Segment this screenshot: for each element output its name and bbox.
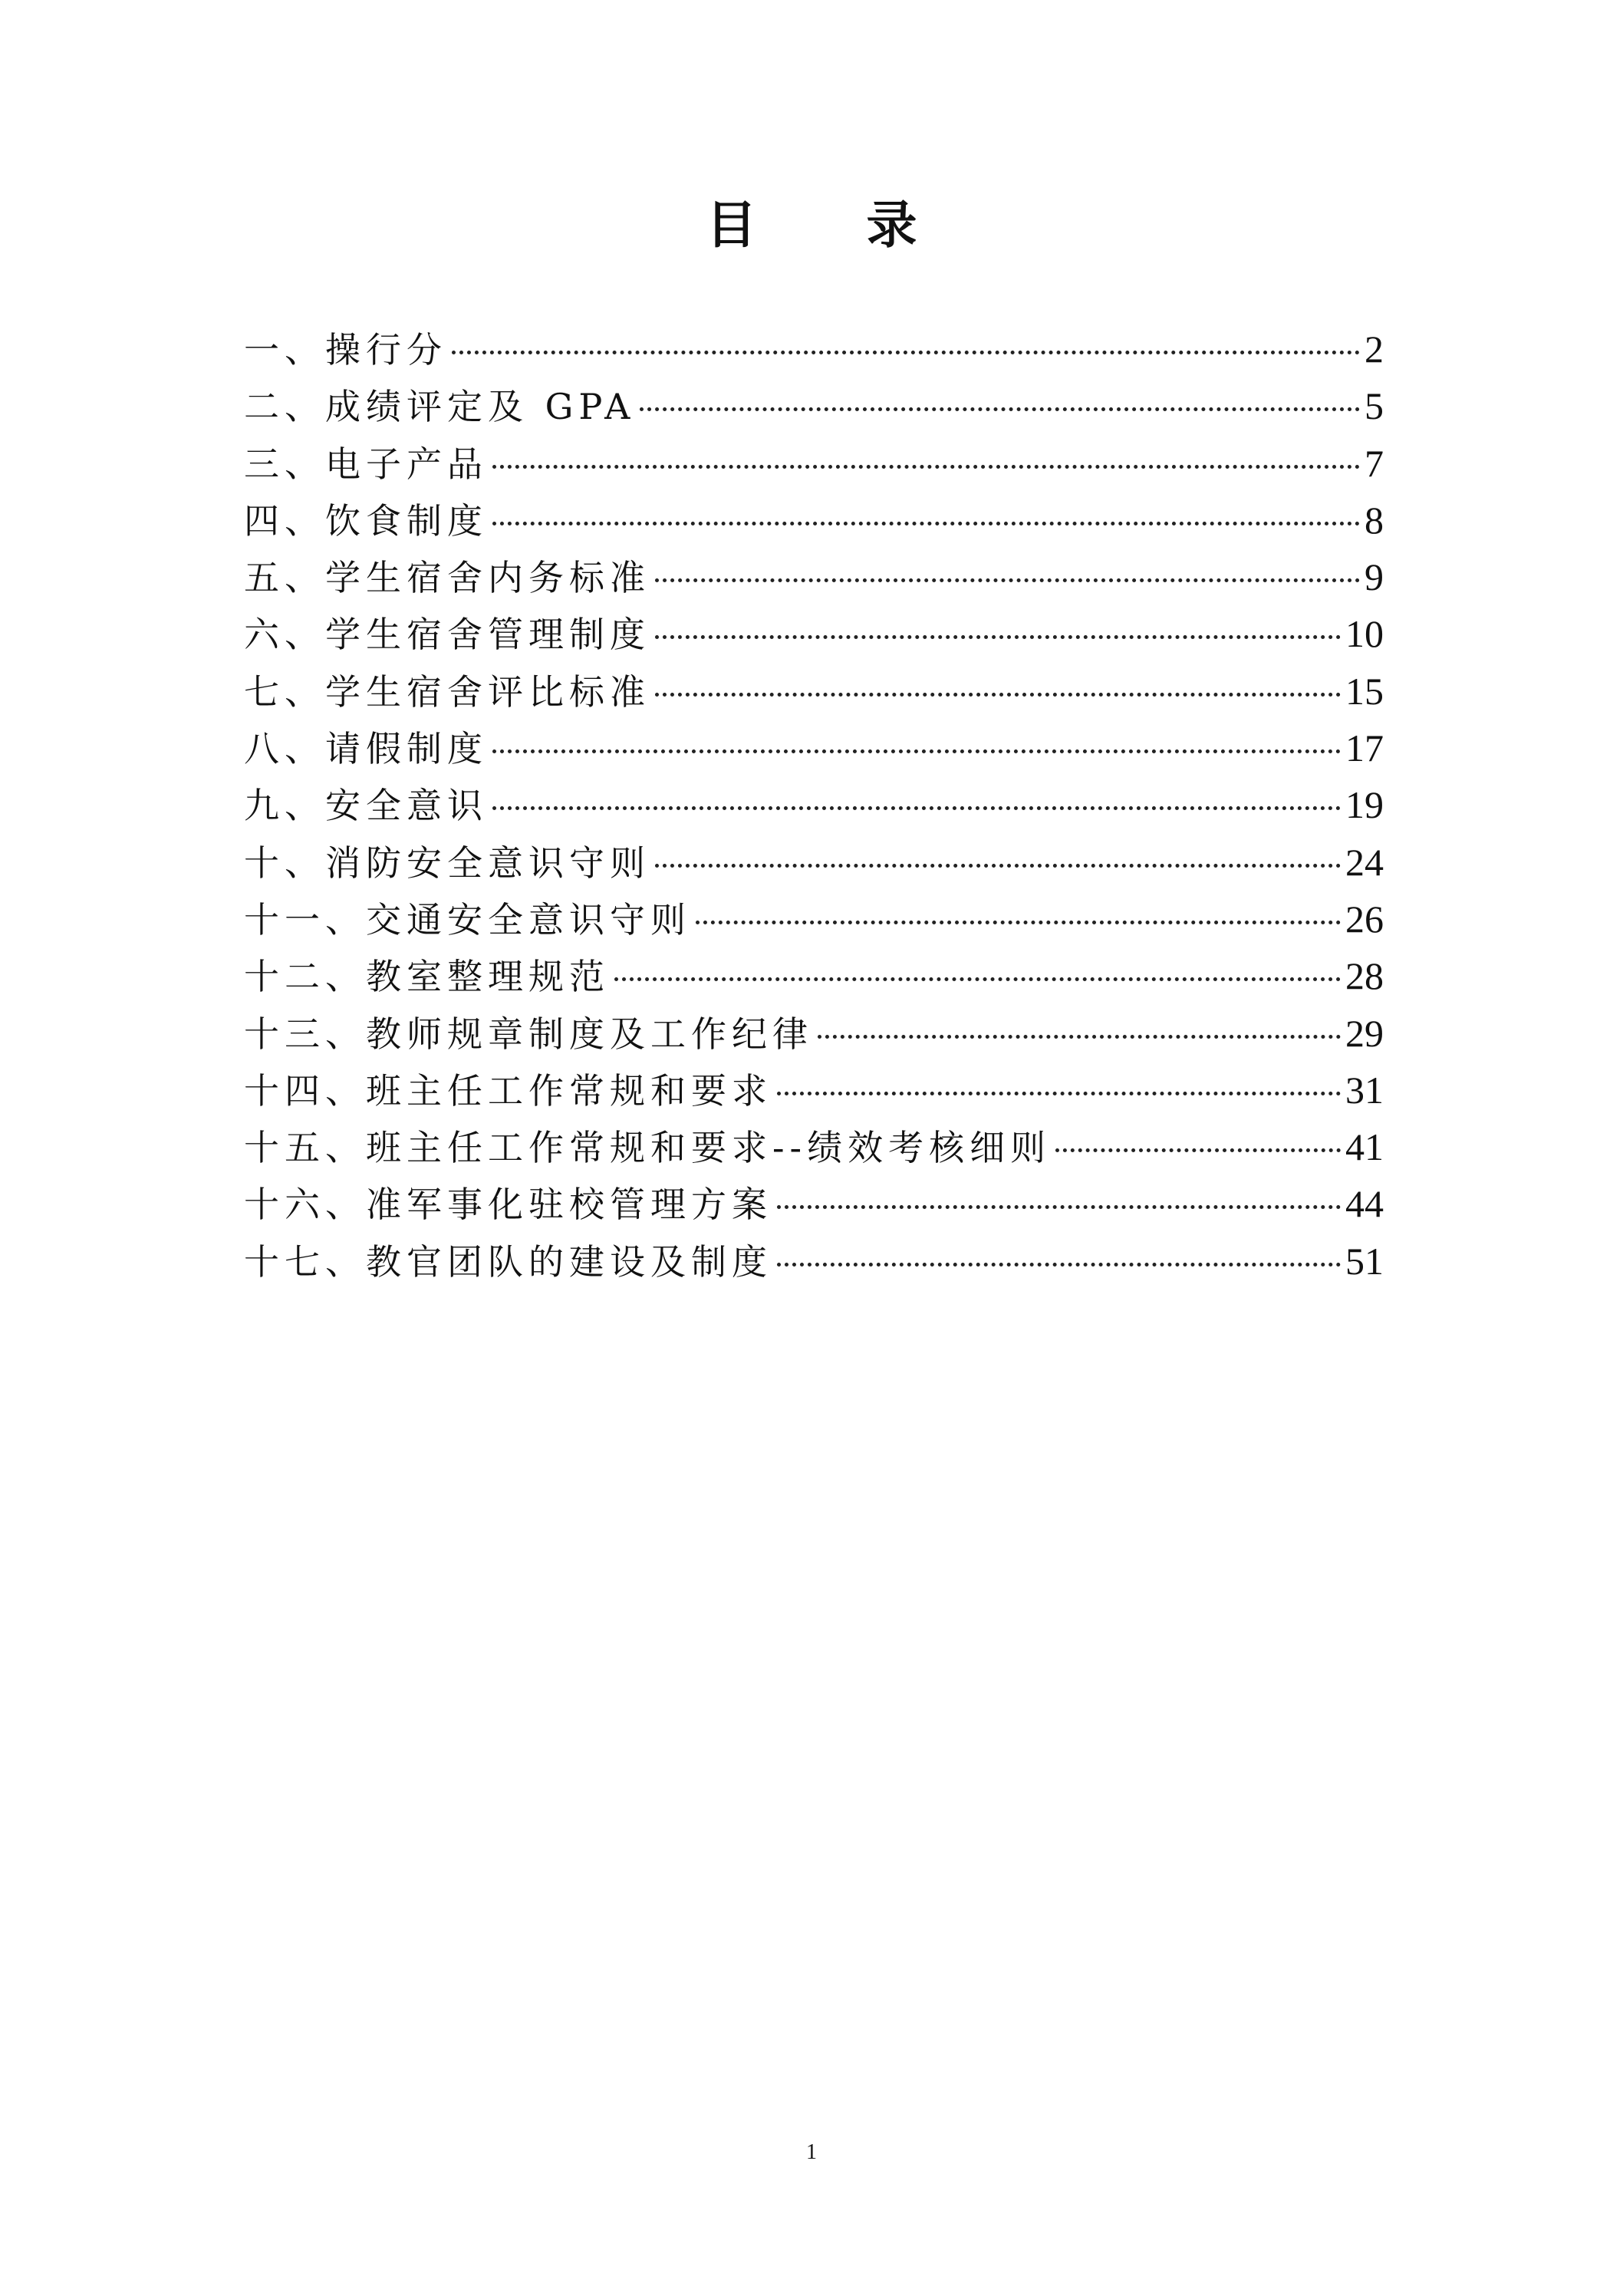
toc-entry[interactable]: [244, 1175, 1384, 1232]
dot-leader: [818, 1035, 1341, 1039]
toc-entry-page: 41: [1345, 1125, 1384, 1169]
toc-entry-page: 17: [1345, 726, 1384, 770]
toc-entry-title: 十六、准军事化驻校管理方案: [244, 1184, 772, 1226]
toc-entry-page: 26: [1345, 897, 1384, 940]
toc-entry[interactable]: [244, 321, 1384, 377]
toc-entry-page: 10: [1345, 612, 1384, 656]
dot-leader: [655, 864, 1341, 868]
toc-entry[interactable]: [244, 891, 1384, 947]
toc-entry-page: 19: [1345, 783, 1384, 827]
toc-entry-page: 24: [1345, 840, 1384, 884]
toc-entry-page: 29: [1345, 1011, 1384, 1055]
toc-entry-title: 十三、教师规章制度及工作纪律: [244, 1013, 813, 1055]
toc-entry-page: 51: [1345, 1239, 1384, 1283]
toc-entry[interactable]: [244, 776, 1384, 833]
dot-leader: [655, 578, 1360, 582]
toc-entry[interactable]: [244, 492, 1384, 548]
toc-entry-title: 十、消防安全意识守则: [244, 842, 650, 884]
toc-entry[interactable]: [244, 834, 1384, 891]
toc-entry-title: 十二、教室整理规范: [244, 956, 610, 998]
dot-leader: [614, 977, 1341, 981]
dot-leader: [1055, 1148, 1341, 1152]
toc-entry-page: 15: [1345, 669, 1384, 713]
toc-entry[interactable]: [244, 605, 1384, 662]
toc-entry-title: 六、学生宿舍管理制度: [244, 614, 650, 656]
toc-entry-title: 十七、教官团队的建设及制度: [244, 1240, 772, 1283]
toc-entry-page: 7: [1365, 441, 1384, 485]
toc-entry-title: 九、安全意识: [244, 785, 488, 827]
toc-entry-title: 十五、班主任工作常规和要求--绩效考核细则: [244, 1127, 1052, 1169]
toc-entry-page: 44: [1345, 1182, 1384, 1226]
toc-entry[interactable]: [244, 435, 1384, 492]
dot-leader: [640, 407, 1360, 411]
toc-entry-page: 5: [1365, 384, 1384, 428]
dot-leader: [777, 1205, 1341, 1209]
toc-entry-page: 8: [1365, 498, 1384, 542]
dot-leader: [696, 921, 1341, 924]
toc-entry[interactable]: [244, 947, 1384, 1004]
toc-entry[interactable]: [244, 1005, 1384, 1062]
toc-entry[interactable]: [244, 720, 1384, 776]
dot-leader: [452, 351, 1360, 354]
toc-entry[interactable]: [244, 1062, 1384, 1118]
toc-entry-title: 十一、交通安全意识守则: [244, 898, 691, 940]
dot-leader: [655, 635, 1341, 639]
toc-entry-title: 三、电子产品: [244, 443, 488, 485]
table-of-contents: [244, 321, 1384, 1290]
page-title: 目 录: [706, 195, 963, 255]
dot-leader: [655, 693, 1341, 697]
toc-entry[interactable]: [244, 377, 1384, 434]
toc-entry-page: 9: [1365, 555, 1384, 599]
toc-entry[interactable]: [244, 663, 1384, 720]
toc-entry[interactable]: [244, 1233, 1384, 1290]
toc-entry-title: 二、成绩评定及 GPA: [244, 386, 636, 428]
toc-entry-title: 五、学生宿舍内务标准: [244, 557, 650, 599]
dot-leader: [777, 1263, 1341, 1267]
dot-leader: [492, 465, 1360, 469]
toc-entry-page: 2: [1365, 328, 1384, 371]
toc-entry-page: 28: [1345, 954, 1384, 998]
toc-entry-title: 七、学生宿舍评比标准: [244, 670, 650, 713]
toc-entry-page: 31: [1345, 1068, 1384, 1112]
toc-entry-title: 十四、班主任工作常规和要求: [244, 1069, 772, 1112]
toc-entry-title: 一、操行分: [244, 329, 447, 371]
toc-entry[interactable]: [244, 1118, 1384, 1175]
dot-leader: [777, 1092, 1341, 1095]
dot-leader: [492, 522, 1360, 525]
dot-leader: [492, 749, 1341, 753]
toc-entry[interactable]: [244, 548, 1384, 605]
page-number: 1: [806, 2140, 817, 2164]
dot-leader: [492, 806, 1341, 810]
toc-entry-title: 八、请假制度: [244, 728, 488, 770]
toc-entry-title: 四、饮食制度: [244, 499, 488, 542]
